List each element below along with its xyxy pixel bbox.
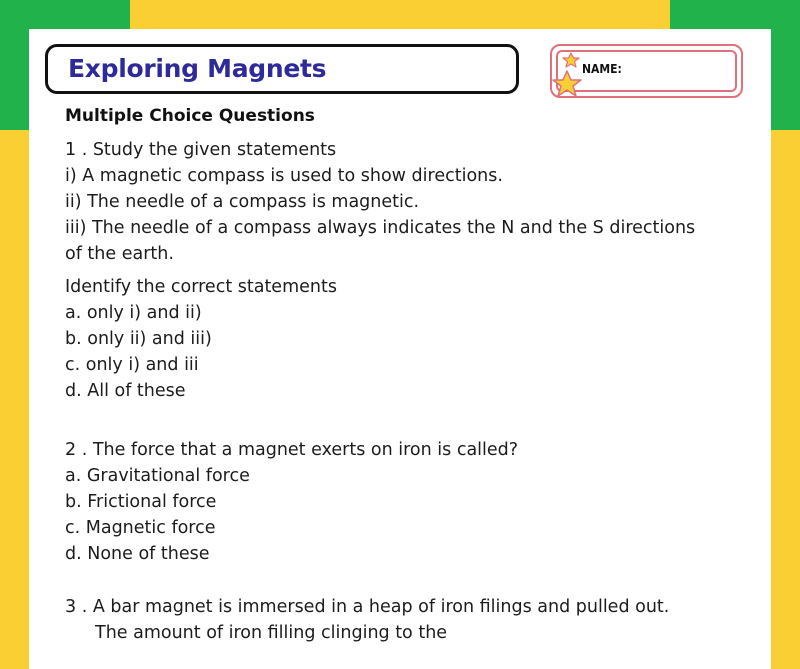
question-1-option-d[interactable]: d. All of these — [65, 381, 186, 401]
question-2-option-c[interactable]: c. Magnetic force — [65, 518, 216, 538]
question-1-option-b[interactable]: b. only ii) and iii) — [65, 329, 212, 349]
question-2-option-a[interactable]: a. Gravitational force — [65, 466, 250, 486]
question-3-prompt: 3 . A bar magnet is immersed in a heap of iron filings and pulled out. — [65, 597, 670, 617]
question-1-option-a[interactable]: a. only i) and ii) — [65, 303, 202, 323]
title-banner — [45, 44, 519, 94]
question-1-statement-1: i) A magnetic compass is used to show directions. — [65, 166, 503, 186]
stars-icon — [547, 49, 587, 109]
question-2-option-b[interactable]: b. Frictional force — [65, 492, 217, 512]
question-1-statement-3-cont: of the earth. — [65, 244, 174, 264]
question-2-option-d[interactable]: d. None of these — [65, 544, 210, 564]
section-title: Multiple Choice Questions — [65, 106, 315, 126]
question-2-prompt: 2 . The force that a magnet exerts on iron is called? — [65, 440, 519, 460]
question-3-prompt-cont: The amount of iron filling clinging to the — [95, 623, 448, 643]
star-large-icon — [553, 71, 581, 96]
question-1-instruction: Identify the correct statements — [65, 277, 337, 297]
worksheet-page — [29, 29, 771, 669]
question-1-option-c[interactable]: c. only i) and iii — [65, 355, 199, 375]
question-1-statement-3: iii) The needle of a compass always indicates the N and the S directions — [65, 218, 696, 238]
question-1-prompt: 1 . Study the given statements — [65, 140, 337, 160]
question-1-statement-2: ii) The needle of a compass is magnetic. — [65, 192, 420, 212]
page-title: Exploring Magnets — [68, 54, 327, 83]
name-label: NAME: — [582, 62, 622, 76]
star-small-icon — [563, 53, 579, 67]
